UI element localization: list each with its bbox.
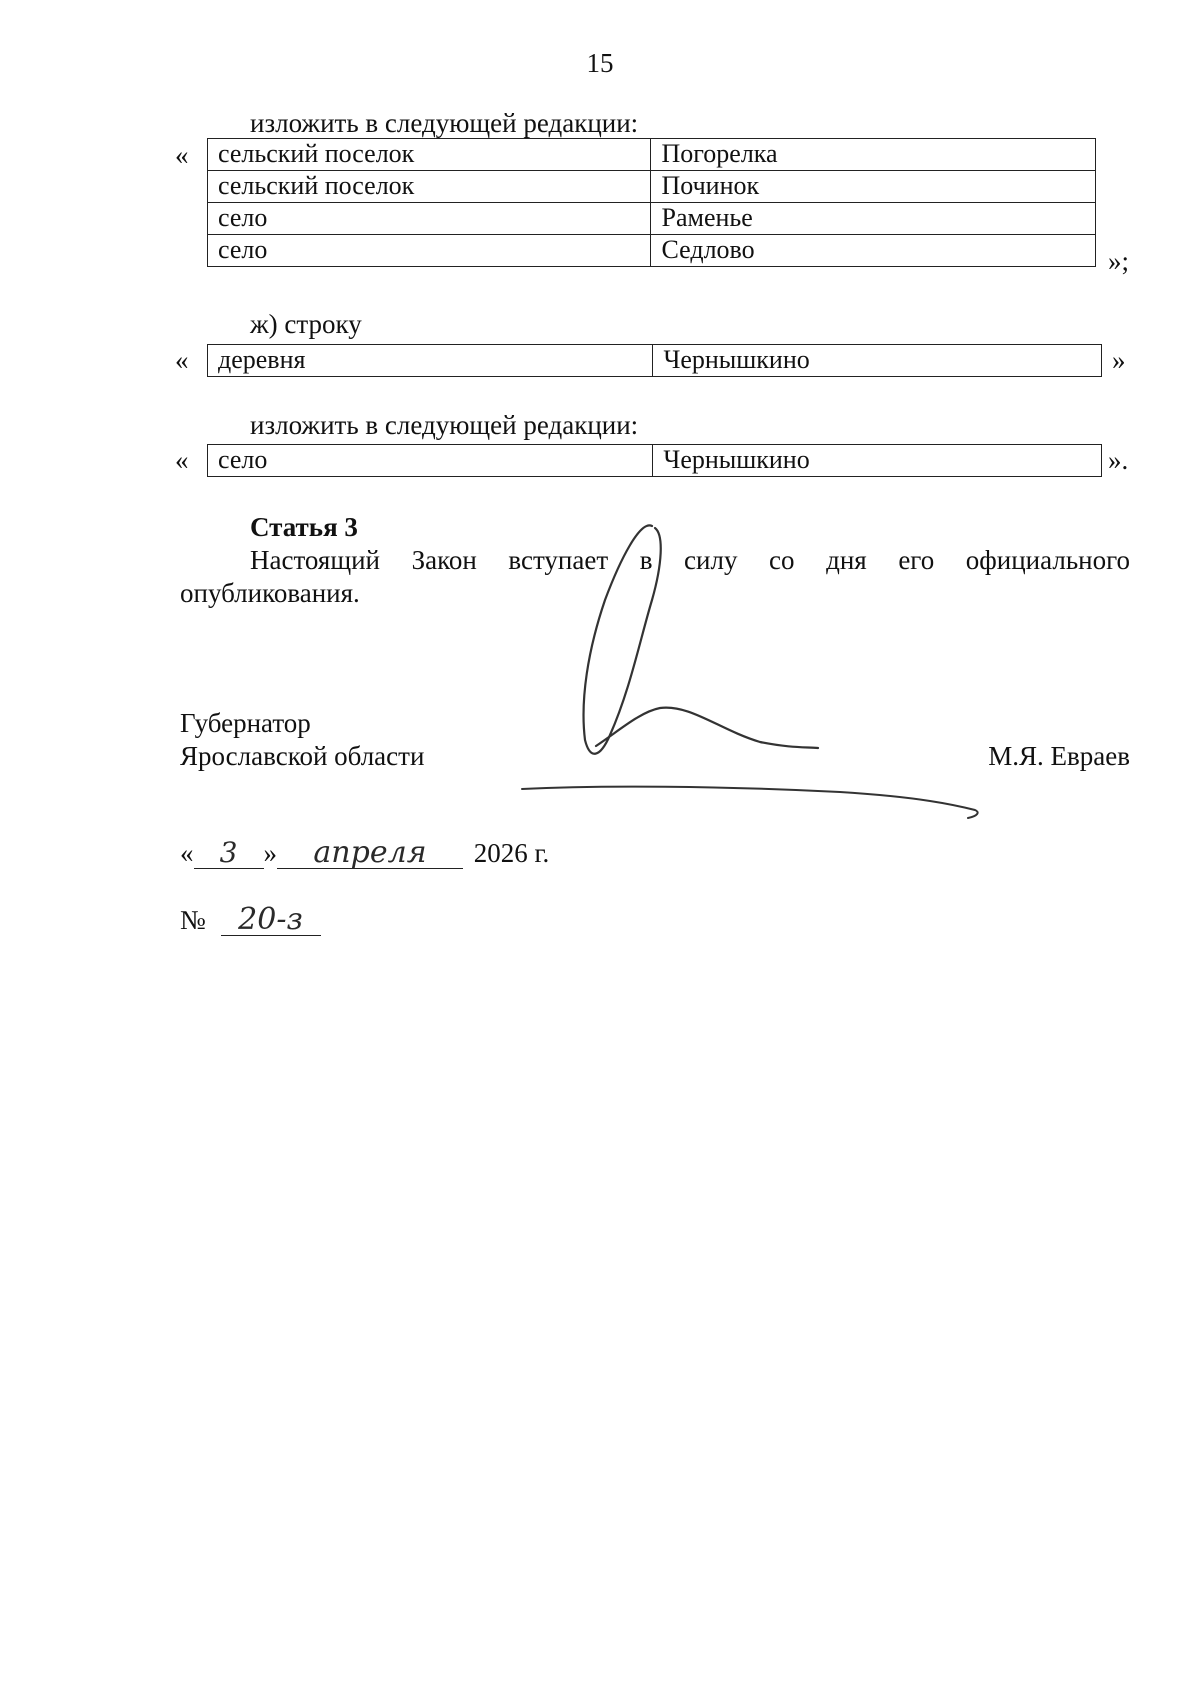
- settlement-name-cell: Починок: [651, 171, 1096, 203]
- date-year: 2026 г.: [473, 838, 550, 868]
- settlement-name-cell: Погорелка: [651, 139, 1096, 171]
- settlement-name-cell: Чернышкино: [653, 445, 1102, 477]
- section-b-open-quote: «: [175, 345, 189, 375]
- settlement-type-cell: сельский поселок: [208, 171, 651, 203]
- section-a-intro: изложить в следующей редакции:: [250, 108, 639, 138]
- settlement-type-cell: село: [208, 445, 653, 477]
- settlement-name-cell: Раменье: [651, 203, 1096, 235]
- page-number: 15: [586, 48, 614, 78]
- date-mid-quote: »: [263, 838, 277, 868]
- section-c-close-quote: ».: [1108, 445, 1129, 475]
- date-open-quote: «: [180, 838, 194, 868]
- article-heading: Статья 3: [250, 512, 358, 542]
- date-line: [180, 835, 550, 870]
- governor-title-line2: Ярославской области: [180, 741, 425, 771]
- settlement-type-cell: село: [208, 203, 651, 235]
- governor-title-line1: Губернатор: [180, 708, 311, 738]
- settlement-type-cell: село: [208, 235, 651, 267]
- settlement-name-cell: Чернышкино: [653, 345, 1102, 377]
- date-month: апреля: [277, 838, 463, 869]
- section-c-open-quote: «: [175, 445, 189, 475]
- section-c-intro: изложить в следующей редакции:: [250, 410, 639, 440]
- settlement-type-cell: сельский поселок: [208, 139, 651, 171]
- number-label: №: [180, 905, 206, 935]
- settlement-name-cell: Седлово: [651, 235, 1096, 267]
- number-value: 20-з: [221, 905, 321, 936]
- article-text-line2: опубликования.: [180, 578, 360, 608]
- article-text-line1: Настоящий Закон вступает в силу со дня его официального: [250, 545, 1130, 575]
- section-b-intro: ж) строку: [250, 309, 362, 339]
- date-day: 3: [194, 838, 264, 869]
- section-a-close-quote: »;: [1108, 246, 1130, 276]
- section-b-close-quote: »: [1112, 345, 1126, 375]
- number-line: [180, 902, 321, 937]
- governor-name: М.Я. Евраев: [988, 741, 1130, 771]
- section-a-open-quote: «: [175, 140, 189, 170]
- settlement-type-cell: деревня: [208, 345, 653, 377]
